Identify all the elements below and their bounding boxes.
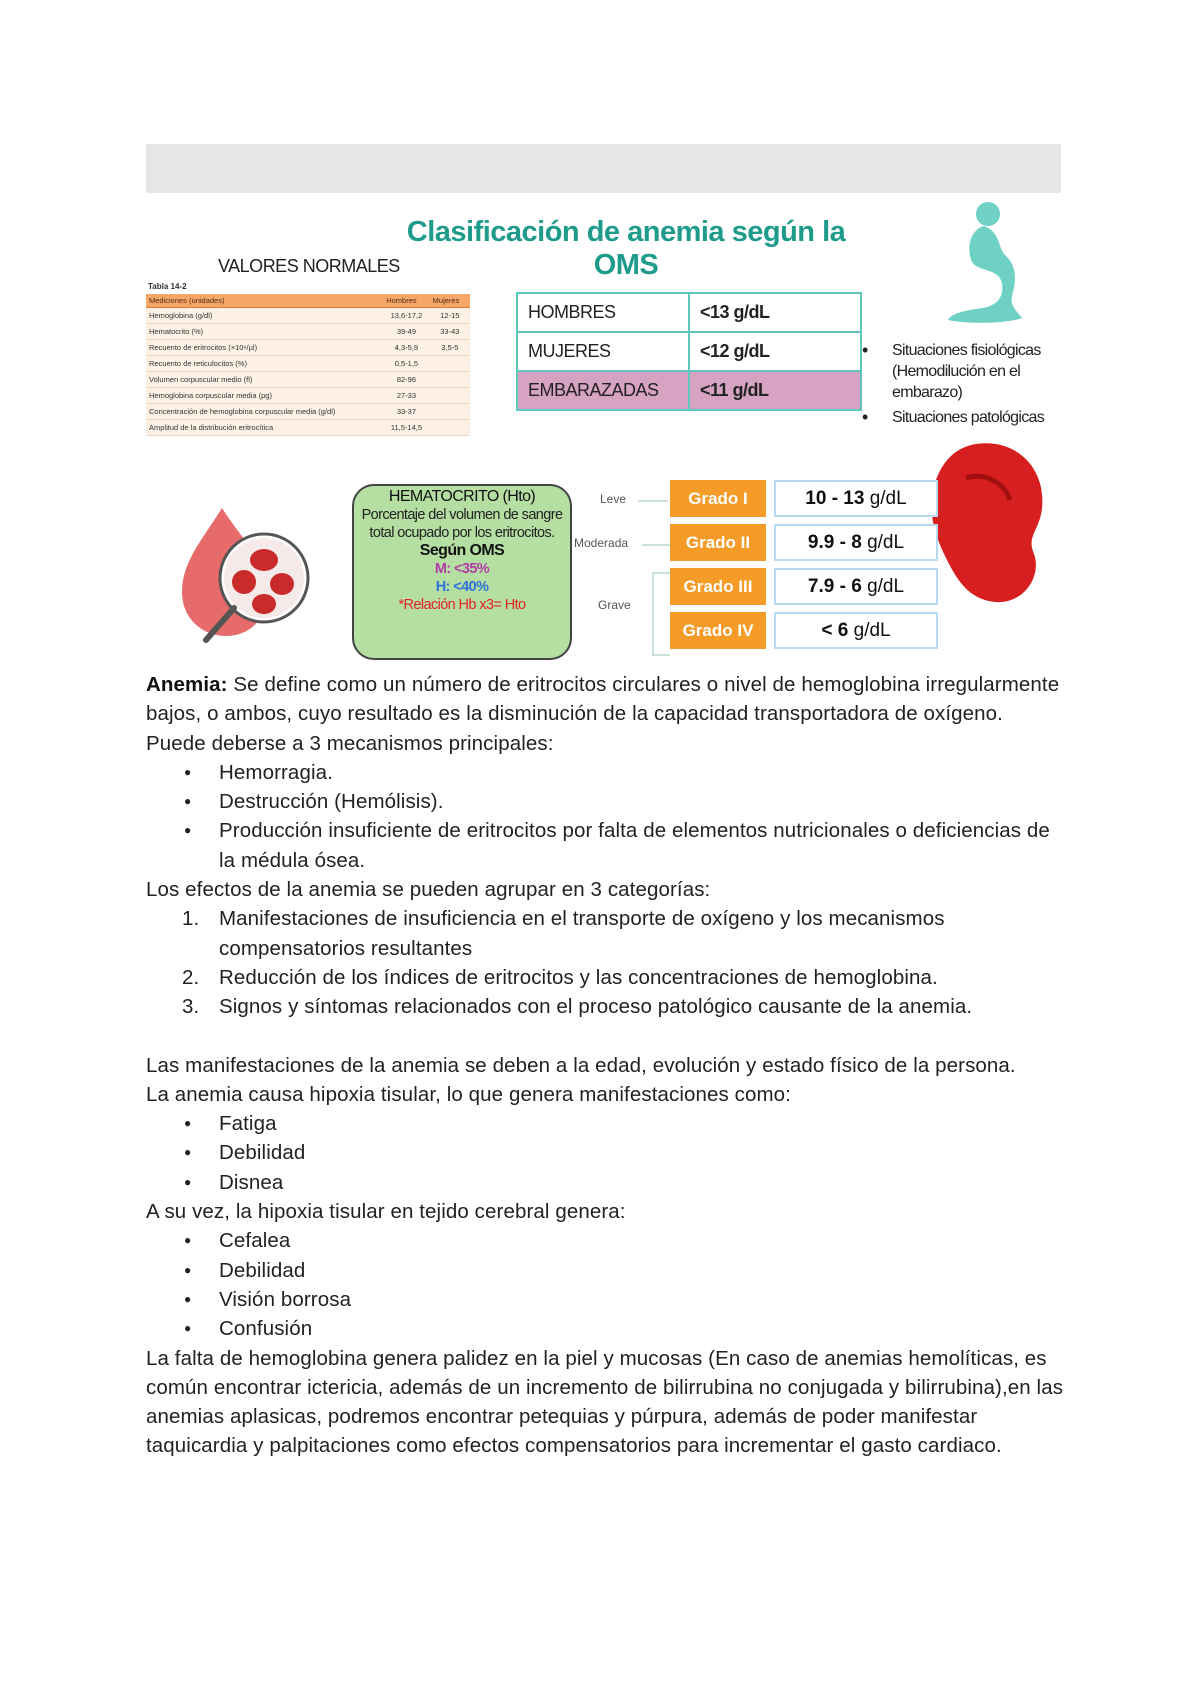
table-row: [146, 420, 470, 436]
grade-value-range: 7.9 - 6: [807, 576, 862, 597]
pregnant-woman-icon: [926, 200, 1036, 330]
grade-value: [774, 480, 938, 517]
list-item: ● Producción insuficiente de eritrocitos por falta de elementos nutricionales o deficiencias de la médula ósea.: [146, 816, 1066, 875]
list-number: 1.: [182, 907, 200, 931]
bracket-line: [638, 500, 668, 502]
situaciones-list: [862, 340, 1062, 432]
list-item: ● Fatiga: [146, 1109, 1066, 1138]
grade-value: [774, 612, 938, 649]
grade-button: Grado III: [670, 568, 766, 605]
grade-value-unit: g/dL: [861, 576, 905, 597]
oms-label-mujeres: MUJERES: [517, 332, 689, 371]
blank-line: [146, 1022, 1066, 1051]
list-item-text: Reducción de los índices de eritrocitos y las concentraciones de hemoglobina.: [219, 965, 938, 989]
table-cell: 11,5-14,5: [383, 420, 429, 436]
table-row: [517, 371, 861, 410]
table-cell: Hemoglobina (g/dl): [146, 308, 383, 324]
grade-value-range: 10 - 13: [805, 488, 865, 509]
table-cell: Volumen corpuscular medio (fl): [146, 372, 383, 388]
table-header: Mediciones (unidades): [146, 294, 383, 308]
grade-button: Grado II: [670, 524, 766, 561]
table-header: Hombres: [383, 294, 429, 308]
hematocrito-h: H: <40%: [435, 579, 489, 595]
table-cell: [430, 372, 470, 388]
table-row: [146, 340, 470, 356]
bracket-line: [642, 544, 670, 546]
infographic-title: Clasificación de anemia según la OMS: [406, 216, 846, 281]
bracket-line: [652, 572, 670, 574]
grade-value-range: 9.9 - 8: [807, 532, 862, 553]
hematocrito-relacion: *Relación Hb x3= Hto: [398, 597, 526, 613]
table-cell: [430, 420, 470, 436]
list-item-text: Signos y síntomas relacionados con el proceso patológico causante de la anemia.: [219, 995, 973, 1019]
table-cell: Recuento de eritrocitos (×10⁶/µl): [146, 340, 383, 356]
list-item: ● Hemorragia.: [146, 758, 1066, 787]
list-item: [146, 904, 1066, 963]
anemia-infographic: [146, 200, 1061, 660]
list-item: • Situaciones patológicas: [862, 407, 1062, 428]
list-item: ● Disnea: [146, 1168, 1066, 1197]
oms-value-hombres: <13 g/dL: [689, 293, 861, 332]
oms-label-embarazadas: EMBARAZADAS: [517, 371, 689, 410]
bracket-line: [652, 654, 670, 656]
valores-normales-table: [146, 294, 470, 436]
table-row: [146, 372, 470, 388]
table-cell: 27-33: [383, 388, 429, 404]
severity-leve: Leve: [600, 492, 627, 506]
table-cell: Concentración de hemoglobina corpuscular media (g/dl): [146, 404, 383, 420]
list-item: ● Confusión: [146, 1314, 1066, 1343]
list-item-text: Manifestaciones de insuficiencia en el transporte de oxígeno y los mecanismos compensatorios resultantes: [219, 907, 945, 960]
table-cell: Recuento de reticulocitos (%): [146, 356, 383, 372]
hematocrito-box: [352, 484, 572, 660]
table-cell: 33-37: [383, 404, 429, 420]
table-cell: 4,3-5,9: [383, 340, 429, 356]
table-row: [146, 356, 470, 372]
table-row: [517, 332, 861, 371]
list-item: • Situaciones fisiológicas (Hemodilución en el embarazo): [862, 340, 1062, 403]
severity-grave: Grave: [598, 598, 631, 612]
table-cell: 3,5-5: [430, 340, 470, 356]
bracket-line: [652, 572, 654, 656]
mecanismos-list: [146, 758, 1066, 875]
table-cell: 39-49: [383, 324, 429, 340]
table-cell: 33-43: [430, 324, 470, 340]
table-cell: Amplitud de la distribución eritrocítica: [146, 420, 383, 436]
grade-value-unit: g/dL: [848, 620, 891, 641]
table-cell: Hematocrito (%): [146, 324, 383, 340]
hipoxia-intro: La anemia causa hipoxia tisular, lo que genera manifestaciones como:: [146, 1082, 791, 1106]
efectos-intro: Los efectos de la anemia se pueden agrupar en 3 categorías:: [146, 878, 711, 902]
table-cell: 12-15: [430, 308, 470, 324]
grade-button: Grado IV: [670, 612, 766, 649]
list-number: 2.: [182, 965, 200, 989]
manifestaciones-paragraph: Las manifestaciones de la anemia se deben a la edad, evolución y estado físico de la persona.: [146, 1053, 1016, 1077]
list-item: ● Destrucción (Hemólisis).: [146, 787, 1066, 816]
anemia-term: Anemia:: [146, 673, 228, 696]
grade-button: Grado I: [670, 480, 766, 517]
severity-moderada: Moderada: [574, 536, 629, 550]
table-row: [146, 404, 470, 420]
anemia-definition: [146, 670, 1066, 758]
grade-value-unit: g/dL: [861, 532, 905, 553]
list-item: [146, 963, 1066, 992]
blood-drop-magnifier-icon: [172, 500, 322, 650]
list-item: ● Debilidad: [146, 1256, 1066, 1285]
table-cell: [430, 356, 470, 372]
table-cell: [430, 404, 470, 420]
efectos-list: [146, 904, 1066, 1021]
document-body: [146, 670, 1066, 1461]
hematocrito-segun: Según OMS: [419, 542, 505, 559]
grade-value-unit: g/dL: [864, 488, 907, 509]
list-item: ● Cefalea: [146, 1226, 1066, 1255]
table-cell: 82-96: [383, 372, 429, 388]
oms-value-embarazadas: <11 g/dL: [689, 371, 861, 410]
valores-normales-label: VALORES NORMALES: [218, 256, 400, 276]
oms-value-mujeres: <12 g/dL: [689, 332, 861, 371]
anemia-definition-text: Se define como un número de eritrocitos circulares o nivel de hemoglobina irregularmente bajos, o ambos, cuyo resultado es la disminución de la capacidad transportadora de oxígeno. Puede deberse a 3 mecanismos principales:: [146, 673, 1060, 755]
table-header: Mujeres: [430, 294, 470, 308]
list-item: ● Debilidad: [146, 1138, 1066, 1167]
cerebral-intro: A su vez, la hipoxia tisular en tejido cerebral genera:: [146, 1200, 626, 1224]
header-band: [146, 144, 1061, 193]
hematocrito-desc: Porcentaje del volumen de sangre total ocupado por los eritrocitos.: [361, 507, 563, 541]
hematocrito-m: M: <35%: [434, 561, 490, 577]
tabla-caption: Tabla 14-2: [148, 282, 187, 291]
list-item: [146, 992, 1066, 1021]
table-row: [517, 293, 861, 332]
grade-value: [774, 524, 938, 561]
table-cell: Hemoglobina corpuscular media (pg): [146, 388, 383, 404]
table-cell: 0,5-1,5: [383, 356, 429, 372]
list-number: 3.: [182, 995, 200, 1019]
oms-label-hombres: HOMBRES: [517, 293, 689, 332]
grade-value: [774, 568, 938, 605]
grade-value-range: < 6: [821, 620, 849, 641]
hipoxia-list: [146, 1109, 1066, 1197]
table-cell: [430, 388, 470, 404]
palidez-paragraph: La falta de hemoglobina genera palidez en la piel y mucosas (En caso de anemias hemolíticas, es común encontrar ictericia, además de un incremento de bilirrubina no conjugada y bilirrubina),en las anemias aplasicas, podremos encontrar petequias y púrpura, además de poder manifestar taquicardia y palpitaciones como efectos compensatorios para incrementar el gasto cardiaco.: [146, 1346, 1064, 1458]
list-item: ● Visión borrosa: [146, 1285, 1066, 1314]
oms-thresholds-table: [516, 292, 862, 411]
table-row: [146, 388, 470, 404]
table-cell: 13,6-17,2: [383, 308, 429, 324]
table-row: [146, 324, 470, 340]
hematocrito-title: HEMATOCRITO (Hto): [388, 488, 536, 505]
table-row: [146, 308, 470, 324]
cerebral-list: [146, 1226, 1066, 1343]
